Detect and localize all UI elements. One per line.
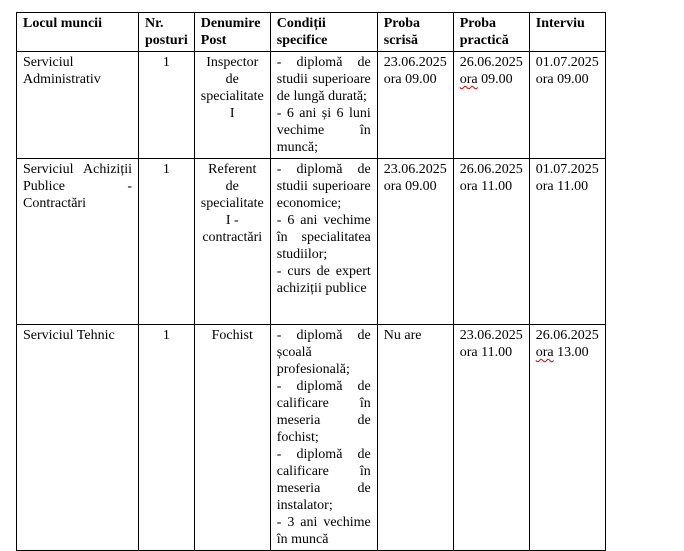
cell-conditii	[270, 52, 377, 159]
exam-date: 23.06.2025	[383, 55, 447, 70]
exam-time	[460, 71, 523, 88]
header-proba-practica: Proba practică	[453, 13, 529, 52]
cell-locul-muncii	[17, 52, 139, 159]
cell-nr-posturi: 1	[139, 325, 195, 551]
exam-time: ora 11.00	[459, 345, 513, 360]
exam-time: ora 09.00	[383, 179, 437, 194]
exam-time: ora 11.00	[459, 179, 513, 194]
table-row	[17, 325, 606, 551]
exam-time: ora 09.00	[383, 72, 437, 87]
cell-proba-practica	[453, 325, 529, 551]
interview-time	[536, 344, 599, 361]
condition-item: - 3 ani vechime în muncă	[276, 515, 371, 547]
cell-proba-practica	[453, 159, 529, 325]
cell-nr-posturi: 1	[139, 52, 195, 159]
condition-item: - diplomă de studii superioare economice;	[276, 162, 371, 211]
condition-item: - curs de expert achiziții publice	[276, 264, 371, 296]
condition-item: - 6 ani vechime în specialitatea studiilor;	[276, 213, 371, 262]
cell-proba-scrisa	[377, 159, 453, 325]
department-name: Serviciul Administrativ	[23, 55, 101, 87]
header-interviu: Interviu	[529, 13, 605, 52]
cell-interviu	[529, 159, 605, 325]
positions-table	[16, 12, 606, 551]
interview-time: ora 09.00	[535, 72, 589, 87]
header-nr-posturi: Nr. posturi	[139, 13, 195, 52]
table-header-row	[17, 13, 606, 52]
condition-item: - diplomă de școală profesională;	[276, 328, 371, 377]
cell-locul-muncii: Serviciul Achiziții Publice - Contractări	[17, 159, 139, 325]
cell-nr-posturi: 1	[139, 159, 195, 325]
cell-denumire-post: Fochist	[194, 325, 270, 551]
cell-locul-muncii: Serviciul Tehnic	[17, 325, 139, 551]
interview-time: ora 11.00	[535, 179, 589, 194]
cell-interviu	[529, 52, 605, 159]
interview-date: 26.06.2025	[535, 328, 599, 343]
cell-denumire-post: Referent de specialitate I - contractări	[194, 159, 270, 325]
interview-time-ora: ora	[535, 345, 554, 360]
exam-time-hour: 09.00	[481, 72, 513, 87]
exam-date: 23.06.2025	[459, 328, 523, 343]
condition-item: - diplomă de studii superioare de lungă durată;	[276, 55, 371, 104]
exam-time-ora: ora	[459, 72, 478, 87]
header-denumire-post: Denumire Post	[194, 13, 270, 52]
table-row	[17, 159, 606, 325]
condition-item: - 6 ani și 6 luni vechime în muncă;	[276, 106, 371, 155]
cell-denumire-post: Inspector de specialitate I	[194, 52, 270, 159]
cell-proba-scrisa	[377, 52, 453, 159]
header-locul-muncii: Locul muncii	[17, 13, 139, 52]
interview-date: 01.07.2025	[535, 55, 599, 70]
cell-conditii	[270, 159, 377, 325]
cell-proba-practica	[453, 52, 529, 159]
exam-date: 26.06.2025	[459, 162, 523, 177]
interview-time-hour: 13.00	[557, 345, 589, 360]
condition-item: - diplomă de calificare în meseria de fochist;	[276, 379, 371, 445]
condition-item: - diplomă de calificare în meseria de instalator;	[276, 447, 371, 513]
header-proba-scrisa: Proba scrisă	[377, 13, 453, 52]
exam-date: 23.06.2025	[383, 162, 447, 177]
cell-interviu	[529, 325, 605, 551]
cell-proba-scrisa: Nu are	[377, 325, 453, 551]
interview-date: 01.07.2025	[535, 162, 599, 177]
exam-date: 26.06.2025	[459, 55, 523, 70]
header-conditii-specifice: Condiții specifice	[270, 13, 377, 52]
cell-conditii	[270, 325, 377, 551]
table-row	[17, 52, 606, 159]
